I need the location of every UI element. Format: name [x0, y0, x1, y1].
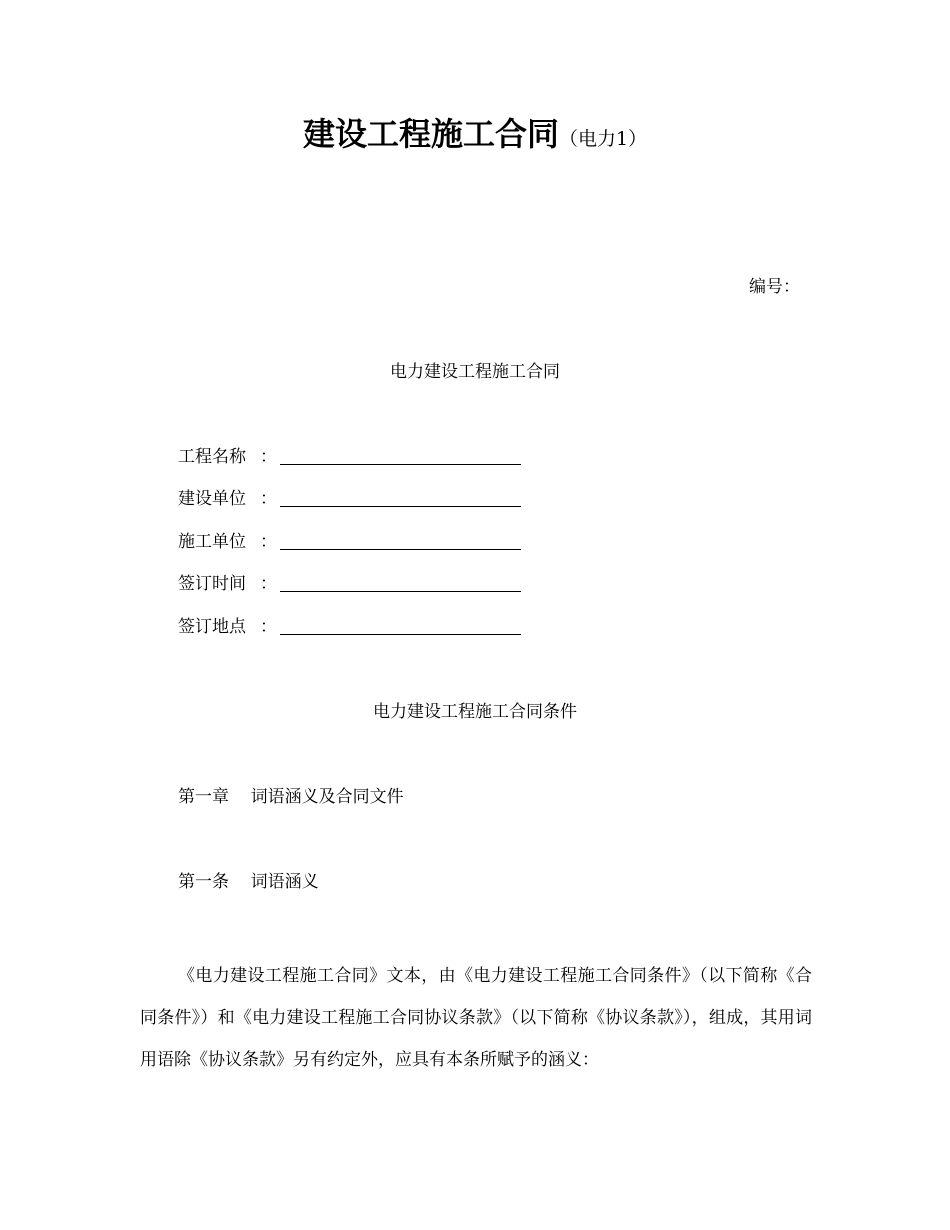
document-title-sub: （电力1） [558, 128, 648, 150]
signing-date-blank-line[interactable] [280, 571, 521, 592]
form-row-contractor [178, 529, 521, 555]
document-title [0, 112, 950, 161]
field-colon: ： [260, 489, 277, 509]
project-name-blank-line[interactable] [280, 444, 521, 465]
field-label: 工程名称 [178, 447, 246, 467]
field-colon: ： [260, 447, 277, 467]
field-label: 签订时间 [178, 574, 246, 594]
document-title-main: 建设工程施工合同 [302, 115, 559, 153]
field-label: 签订地点 [178, 617, 246, 637]
construction-owner-blank-line[interactable] [280, 486, 521, 507]
form-row-signing-place [178, 614, 521, 640]
field-colon: ： [260, 617, 277, 637]
form-row-construction-owner [178, 486, 521, 512]
body-paragraph: 《电力建设工程施工合同》文本，由《电力建设工程施工合同条件》（以下简称《合同条件》）和《电力建设工程施工合同协议条款》（以下简称《协议条款》），组成，其用词用语除《协议条款》另有约定外，应具有本条所赋予的涵义： [140, 966, 812, 1070]
article-heading: 第一条 词语涵义 [178, 872, 319, 892]
field-label: 施工单位 [178, 532, 246, 552]
contractor-blank-line[interactable] [280, 529, 521, 550]
field-label: 建设单位 [178, 489, 246, 509]
chapter-heading: 第一章 词语涵义及合同文件 [178, 787, 404, 807]
form-row-project-name [178, 444, 521, 470]
signing-place-blank-line[interactable] [280, 614, 521, 635]
form-row-signing-date [178, 571, 521, 597]
contract-heading: 电力建设工程施工合同 [390, 362, 560, 382]
field-colon: ： [260, 574, 277, 594]
conditions-heading: 电力建设工程施工合同条件 [373, 702, 577, 722]
document-number-label: 编号： [749, 277, 800, 297]
field-colon: ： [260, 532, 277, 552]
